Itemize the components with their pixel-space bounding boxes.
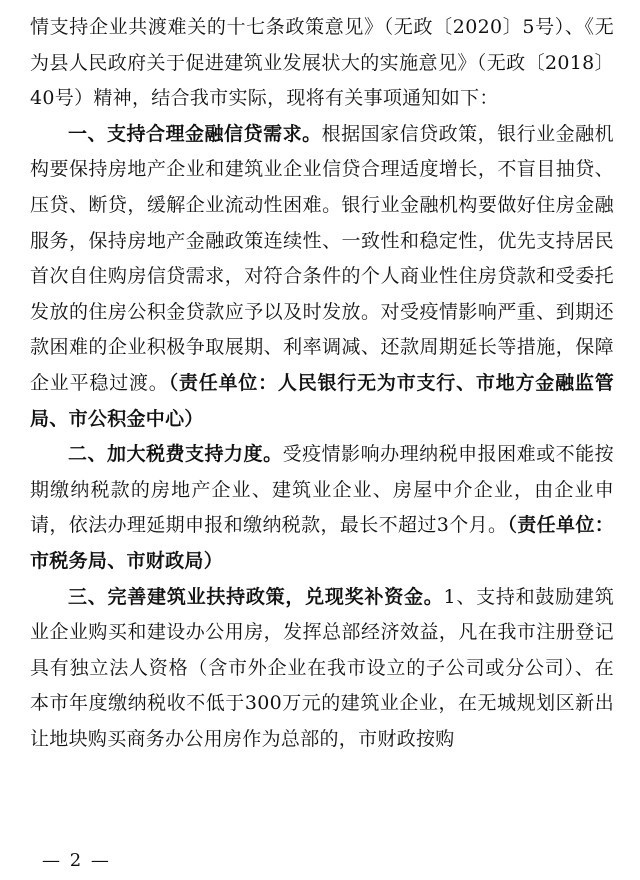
section-1-heading: 一、支持合理金融信贷需求。 <box>68 122 322 145</box>
section-1-responsibility: （责任单位：人民银行无为市支行、市地方金融监管局、市公积金中心） <box>30 371 614 430</box>
intro-text: 情支持企业共渡难关的十七条政策意见》（无政〔2020〕5号）、《无为县人民政府关于促进建筑业发展状大的实施意见》（无政〔2018〕40号）精神，结合我市实际，现将有关事项通知如下： <box>30 16 614 110</box>
document-body <box>30 10 614 757</box>
section-2-heading: 二、加大税费支持力度。 <box>68 443 283 466</box>
section-3-paragraph <box>30 580 614 758</box>
section-2-paragraph <box>30 437 614 579</box>
intro-paragraph <box>30 10 614 117</box>
section-1-paragraph <box>30 117 614 437</box>
page-number: — 2 — <box>42 850 111 871</box>
section-3-body: 1、支持和鼓励建筑业企业购买和建设办公用房，发挥总部经济效益，凡在我市注册登记具有独立法人资格（含市外企业在我市设立的子公司或分公司）、在本市年度缴纳税收不低于300万元的建筑业企业，在无城规划区新出让地块购买商务办公用房作为总部的，市财政按购 <box>30 585 614 750</box>
section-3-heading: 三、完善建筑业扶持政策，兑现奖补资金。 <box>68 585 444 608</box>
section-2-responsibility: （责任单位：市税务局、市财政局） <box>30 514 614 572</box>
section-2-body: 受疫情影响办理纳税申报困难或不能按期缴纳税款的房地产企业、建筑业企业、房屋中介企业，由企业申请，依法办理延期申报和缴纳税款，最长不超过3个月。 <box>30 443 614 537</box>
section-1-body: 根据国家信贷政策，银行业金融机构要保持房地产企业和建筑业企业信贷合理适度增长，不盲目抽贷、压贷、断贷，缓解企业流动性困难。银行业金融机构要做好住房金融服务，保持房地产金融政策连续性、一致性和稳定性，优先支持居民首次自住购房信贷需求，对符合条件的个人商业性住房贷款和受委托发放的住房公积金贷款应予以及时发放。对受疫情影响严重、到期还款困难的企业积极争取展期、利率调减、还款周期延长等措施，保障企业平稳过渡。 <box>30 122 614 394</box>
